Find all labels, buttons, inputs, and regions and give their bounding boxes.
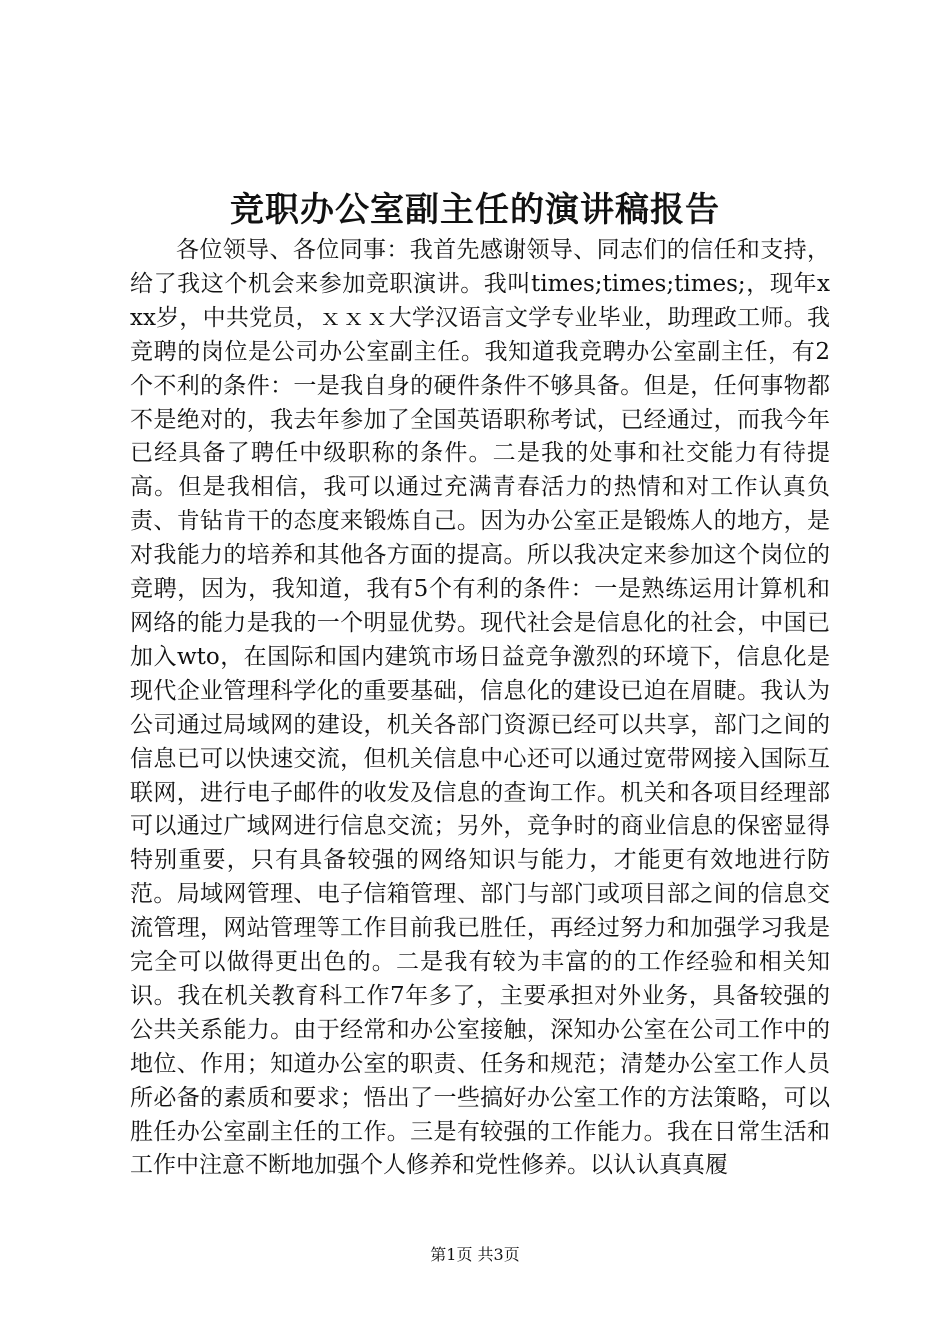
document-body-paragraph: 各位领导、各位同事：我首先感谢领导、同志们的信任和支持，给了我这个机会来参加竞职演讲。我叫times;times;times;，现年xxx岁，中共党员，ｘｘｘ大学汉语言文学专业毕业，助理政工师。我竞聘的岗位是公司办公室副主任。我知道我竞聘办公室副主任，有2个不利的条件：一是我自身的硬件条件不够具备。但是，任何事物都不是绝对的，我去年参加了全国英语职称考试，已经通过，而我今年已经具备了聘任中级职称的条件。二是我的处事和社交能力有待提高。但是我相信，我可以通过充满青春活力的热情和对工作认真负责、肯钻肯干的态度来锻炼自己。因为办公室正是锻炼人的地方，是对我能力的培养和其他各方面的提高。所以我决定来参加这个岗位的竞聘，因为，我知道，我有5个有利的条件：一是熟练运用计算机和网络的能力是我的一个明显优势。现代社会是信息化的社会，中国已加入wto，在国际和国内建筑市场日益竞争激烈的环境下，信息化是现代企业管理科学化的重要基础，信息化的建设已迫在眉睫。我认为公司通过局域网的建设，机关各部门资源已经可以共享，部门之间的信息已可以快速交流，但机关信息中心还可以通过宽带网接入国际互联网，进行电子邮件的收发及信息的查询工作。机关和各项目经理部可以通过广域网进行信息交流；另外，竞争时的商业信息的保密显得特别重要，只有具备较强的网络知识与能力，才能更有效地进行防范。局域网管理、电子信箱管理、部门与部门或项目部之间的信息交流管理，网站管理等工作目前我已胜任，再经过努力和加强学习我是完全可以做得更出色的。二是我有较为丰富的的工作经验和相关知识。我在机关教育科工作7年多了，主要承担对外业务，具备较强的公共关系能力。由于经常和办公室接触，深知办公室在公司工作中的地位、作用；知道办公室的职责、任务和规范；清楚办公室工作人员所必备的素质和要求；悟出了一些搞好办公室工作的方法策略，可以胜任办公室副主任的工作。三是有较强的工作能力。我在日常生活和工作中注意不断地加强个人修养和党性修养。以认认真真履 xyxy=(130,237,830,1179)
document-title: 竞职办公室副主任的演讲稿报告 xyxy=(230,190,720,230)
page-number: 第1页 共3页 xyxy=(430,1245,520,1264)
